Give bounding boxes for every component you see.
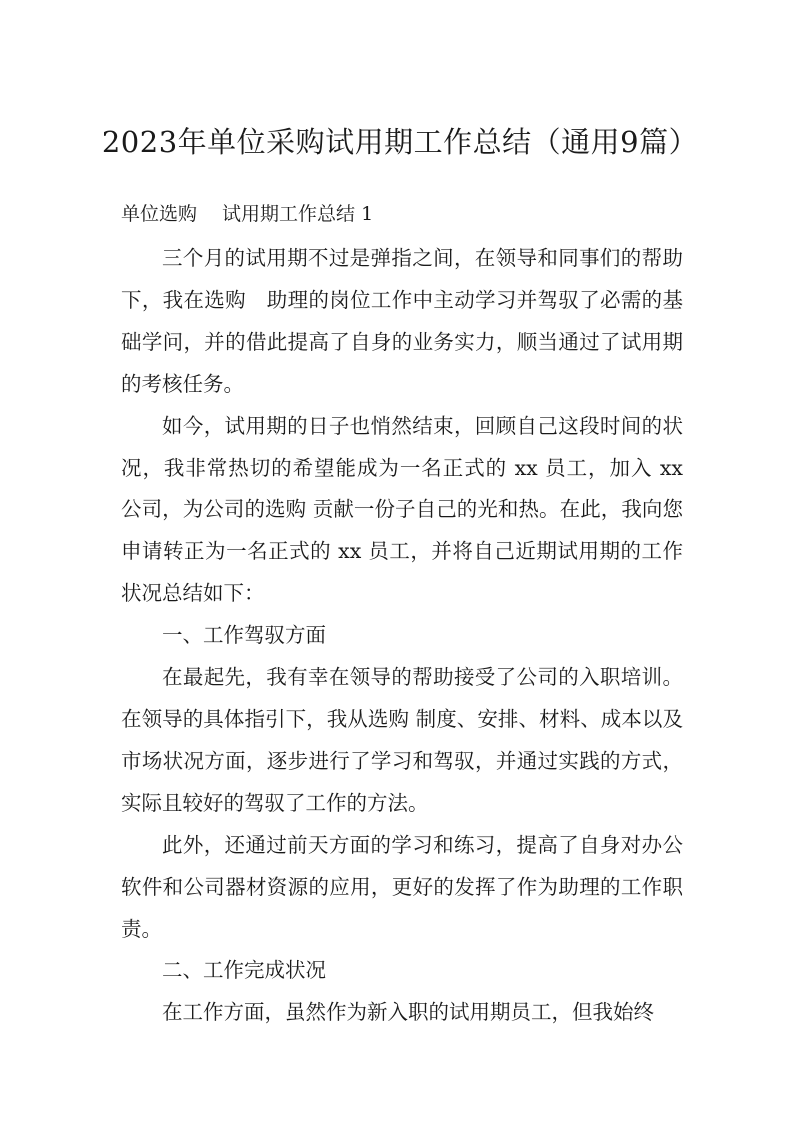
paragraph-training: 在最起先，我有幸在领导的帮助接受了公司的入职培训。在领导的具体指引下，我从选购 制度、安排、材料、成本以及市场状况方面，逐步进行了学习和驾驭，并通过实践的方式，实际且较好的驾驭了工作的方法。 (121, 665, 683, 815)
paragraph-summary: 如今，试用期的日子也悄然结束，回顾自己这段时间的状况，我非常热切的希望能成为一名正式的 xx 员工，加入 xx 公司，为公司的选购 贡献一份子自己的光和热。在此，我向您申请转正为一名正式的 xx 员工，并将自己近期试用期的工作状况总结如下： (121, 413, 683, 606)
paragraph-practice: 此外，还通过前天方面的学习和练习，提高了自身对办公软件和公司器材资源的应用，更好的发挥了作为助理的工作职责。 (121, 832, 683, 941)
paragraph-intro: 三个月的试用期不过是弹指之间，在领导和同事们的帮助下，我在选购 助理的岗位工作中主动学习并驾驭了必需的基础学问，并的借此提高了自身的业务实力，顺当通过了试用期的考核任务。 (121, 246, 683, 396)
document-title: 2023年单位采购试用期工作总结（通用9篇） (101, 125, 699, 159)
document-body (121, 238, 683, 1034)
section-heading-completion: 二、工作完成状况 (162, 958, 326, 983)
section-heading-mastery: 一、工作驾驭方面 (162, 623, 326, 648)
paragraph-work: 在工作方面，虽然作为新入职的试用期员工，但我始终 (162, 1000, 654, 1025)
section-subtitle: 单位选购 试用期工作总结 1 (121, 203, 374, 225)
